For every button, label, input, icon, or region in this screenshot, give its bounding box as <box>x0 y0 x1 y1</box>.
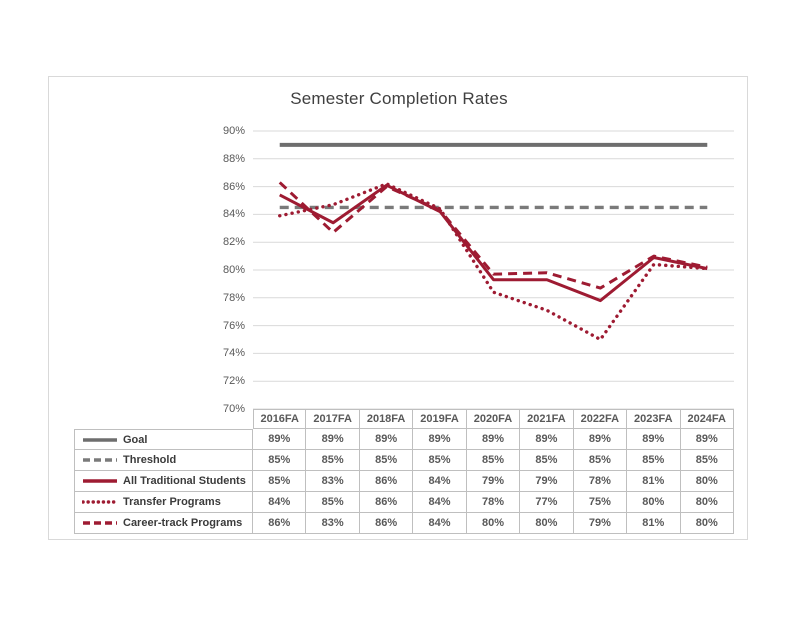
value-cell: 89% <box>360 429 413 450</box>
value-cell: 77% <box>520 492 573 513</box>
legend-line-sample-icon <box>82 518 118 528</box>
value-cell: 86% <box>360 513 413 534</box>
year-header-cell: 2022FA <box>574 409 627 429</box>
year-header-cell: 2016FA <box>253 409 306 429</box>
value-cell: 80% <box>681 513 734 534</box>
value-cell: 89% <box>574 429 627 450</box>
y-axis-label: 74% <box>222 347 245 360</box>
value-cell: 84% <box>253 492 306 513</box>
legend-line-sample-icon <box>82 476 118 486</box>
value-cell: 89% <box>413 429 466 450</box>
value-cell: 85% <box>306 492 359 513</box>
value-cell: 86% <box>360 471 413 492</box>
legend-cell <box>74 471 253 492</box>
value-cell: 80% <box>627 492 680 513</box>
series-line-career-track-programs <box>280 182 708 288</box>
year-header-cell: 2023FA <box>627 409 680 429</box>
value-cell: 79% <box>520 471 573 492</box>
data-table-with-legend <box>74 409 734 534</box>
value-cell: 85% <box>520 450 573 471</box>
value-cell: 75% <box>574 492 627 513</box>
value-cell: 86% <box>360 492 413 513</box>
value-cell: 78% <box>574 471 627 492</box>
value-cell: 80% <box>681 492 734 513</box>
value-cell: 86% <box>253 513 306 534</box>
value-cell: 78% <box>467 492 520 513</box>
legend-label: All Traditional Students <box>123 475 246 487</box>
value-cell: 79% <box>467 471 520 492</box>
legend-label: Career-track Programs <box>123 517 243 529</box>
value-cell: 85% <box>306 450 359 471</box>
legend-label: Goal <box>123 433 148 446</box>
y-axis-label: 70% <box>222 403 245 415</box>
value-cell: 85% <box>253 450 306 471</box>
year-header-cell: 2024FA <box>681 409 734 429</box>
y-axis-label: 72% <box>222 375 245 388</box>
value-cell: 89% <box>681 429 734 450</box>
value-cell: 89% <box>467 429 520 450</box>
year-header-cell: 2019FA <box>413 409 466 429</box>
value-cell: 85% <box>253 471 306 492</box>
legend-line-sample-icon <box>82 435 118 445</box>
value-cell: 81% <box>627 513 680 534</box>
legend-cell <box>74 429 253 450</box>
year-header-cell: 2018FA <box>360 409 413 429</box>
legend-cell <box>74 492 253 513</box>
legend-label: Threshold <box>123 454 177 466</box>
series-line-all-traditional-students <box>280 185 708 300</box>
value-cell: 80% <box>520 513 573 534</box>
year-header-cell: 2021FA <box>520 409 573 429</box>
chart-title: Semester Completion Rates <box>290 89 508 108</box>
legend-label: Transfer Programs <box>123 496 221 508</box>
value-cell: 81% <box>627 471 680 492</box>
value-cell: 85% <box>681 450 734 471</box>
value-cell: 85% <box>360 450 413 471</box>
y-axis-label: 78% <box>222 291 245 304</box>
value-cell: 85% <box>467 450 520 471</box>
value-cell: 84% <box>413 471 466 492</box>
value-cell: 89% <box>520 429 573 450</box>
chart-frame <box>48 76 748 540</box>
y-axis-label: 90% <box>222 125 245 137</box>
y-axis-label: 86% <box>222 180 245 193</box>
table-corner-spacer <box>74 409 253 429</box>
y-axis-label: 84% <box>222 208 245 221</box>
legend-cell <box>74 450 253 471</box>
value-cell: 79% <box>574 513 627 534</box>
value-cell: 85% <box>574 450 627 471</box>
legend-line-sample-icon <box>82 497 118 507</box>
value-cell: 80% <box>681 471 734 492</box>
value-cell: 89% <box>627 429 680 450</box>
y-axis-label: 76% <box>222 319 245 332</box>
year-header-cell: 2020FA <box>467 409 520 429</box>
value-cell: 84% <box>413 513 466 534</box>
legend-line-sample-icon <box>82 455 118 465</box>
value-cell: 83% <box>306 513 359 534</box>
value-cell: 85% <box>413 450 466 471</box>
y-axis-label: 88% <box>222 152 245 165</box>
value-cell: 89% <box>306 429 359 450</box>
value-cell: 89% <box>253 429 306 450</box>
y-axis-label: 82% <box>222 236 245 249</box>
y-axis-label: 80% <box>222 264 245 276</box>
value-cell: 80% <box>467 513 520 534</box>
value-cell: 84% <box>413 492 466 513</box>
legend-cell <box>74 513 253 534</box>
value-cell: 85% <box>627 450 680 471</box>
value-cell: 83% <box>306 471 359 492</box>
year-header-cell: 2017FA <box>306 409 359 429</box>
